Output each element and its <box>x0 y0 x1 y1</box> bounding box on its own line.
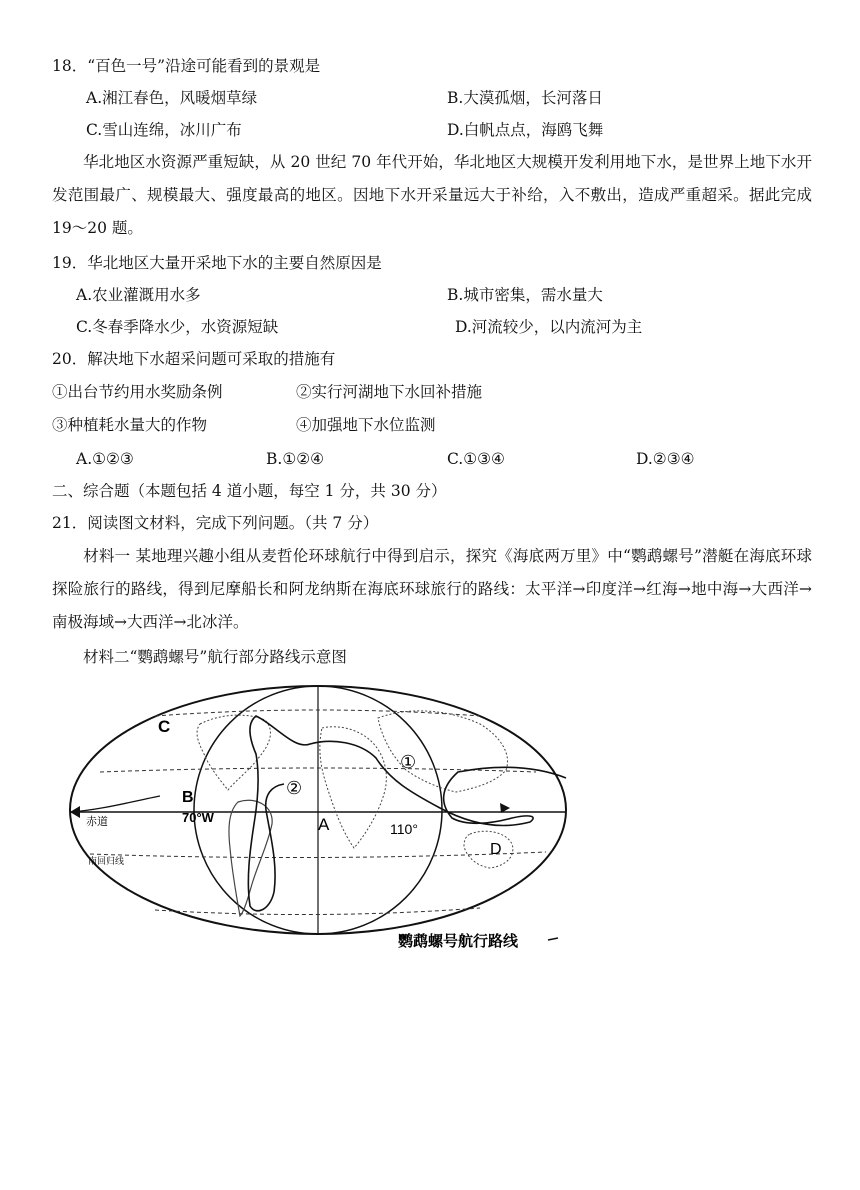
label-equator: 赤道 <box>86 816 108 828</box>
label-70w: 70°W <box>182 810 214 825</box>
q20-measure-2: ②实行河湖地下水回补措施 <box>296 383 483 401</box>
route-line <box>248 716 566 911</box>
south-america-outline <box>229 800 272 916</box>
section-2-heading: 二、综合题（本题包括 4 道小题，每空 1 分，共 30 分） <box>52 482 447 500</box>
q18-stem: 18．“百色一号”沿途可能看到的景观是 <box>52 57 321 75</box>
q20-option-a: A.①②③ <box>76 450 134 468</box>
label-c: C <box>158 717 171 736</box>
q21-material-1: 材料一 某地理兴趣小组从麦哲伦环球航行中得到启示，探究《海底两万里》中“鹦鹉螺号”潜艇在海底环球探险旅行的路线，得到尼摩船长和阿龙纳斯在海底环球旅行的路线：太平洋→印度洋→红海→地中海→大西洋→南极海域→大西洋→北冰洋。 <box>52 547 812 631</box>
q20-option-d: D.②③④ <box>636 450 695 468</box>
label-1: ① <box>400 752 417 772</box>
legend-label: 鹦鹉螺号航行路线 <box>398 933 519 950</box>
label-b: B <box>182 789 194 806</box>
q18-option-c: C.雪山连绵，冰川广布 <box>86 121 242 139</box>
legend-line-sample <box>548 938 558 940</box>
q19-option-b: B.城市密集，需水量大 <box>447 286 603 304</box>
q18-option-a: A.湘江春色，风暖烟草绿 <box>86 89 258 107</box>
route-arrow-left <box>70 806 80 818</box>
q18-option-b: B.大漠孤烟，长河落日 <box>447 89 603 107</box>
q19-option-a: A.农业灌溉用水多 <box>76 286 201 304</box>
label-2: ② <box>286 778 303 798</box>
label-a: A <box>318 815 330 834</box>
q20-measure-3: ③种植耗水量大的作物 <box>52 416 208 434</box>
australia-outline <box>464 831 513 868</box>
q19-option-d: D.河流较少，以内流河为主 <box>455 318 643 336</box>
q20-stem: 20．解决地下水超采问题可采取的措施有 <box>52 350 336 368</box>
route-left-arc <box>70 796 160 812</box>
q20-option-c: C.①③④ <box>447 450 505 468</box>
intro-19-20: 华北地区水资源严重短缺，从 20 世纪 70 年代开始，华北地区大规模开发利用地下水，是世界上地下水开发范围最广、规模最大、强度最高的地区。因地下水开采量远大于补给，入不敷出，造成严重超采。据此完成 19～20 题。 <box>52 153 812 237</box>
asia-outline <box>378 711 508 792</box>
q21-material-2: 材料二“鹦鹉螺号”航行部分路线示意图 <box>83 648 347 666</box>
q19-option-c: C.冬春季降水少，水资源短缺 <box>76 318 279 336</box>
q21-stem: 21．阅读图文材料，完成下列问题。（共 7 分） <box>52 514 379 532</box>
label-110: 110° <box>390 821 418 837</box>
label-d: D <box>490 841 502 858</box>
q20-option-b: B.①②④ <box>266 450 325 468</box>
label-tropic: 南回归线 <box>88 856 125 866</box>
q20-measure-1: ①出台节约用水奖励条例 <box>52 383 223 401</box>
q18-option-d: D.白帆点点，海鸥飞舞 <box>447 121 604 139</box>
q19-stem: 19．华北地区大量开采地下水的主要自然原因是 <box>52 254 382 272</box>
q20-measure-4: ④加强地下水位监测 <box>296 416 436 434</box>
nautilus-route-map <box>60 684 580 952</box>
